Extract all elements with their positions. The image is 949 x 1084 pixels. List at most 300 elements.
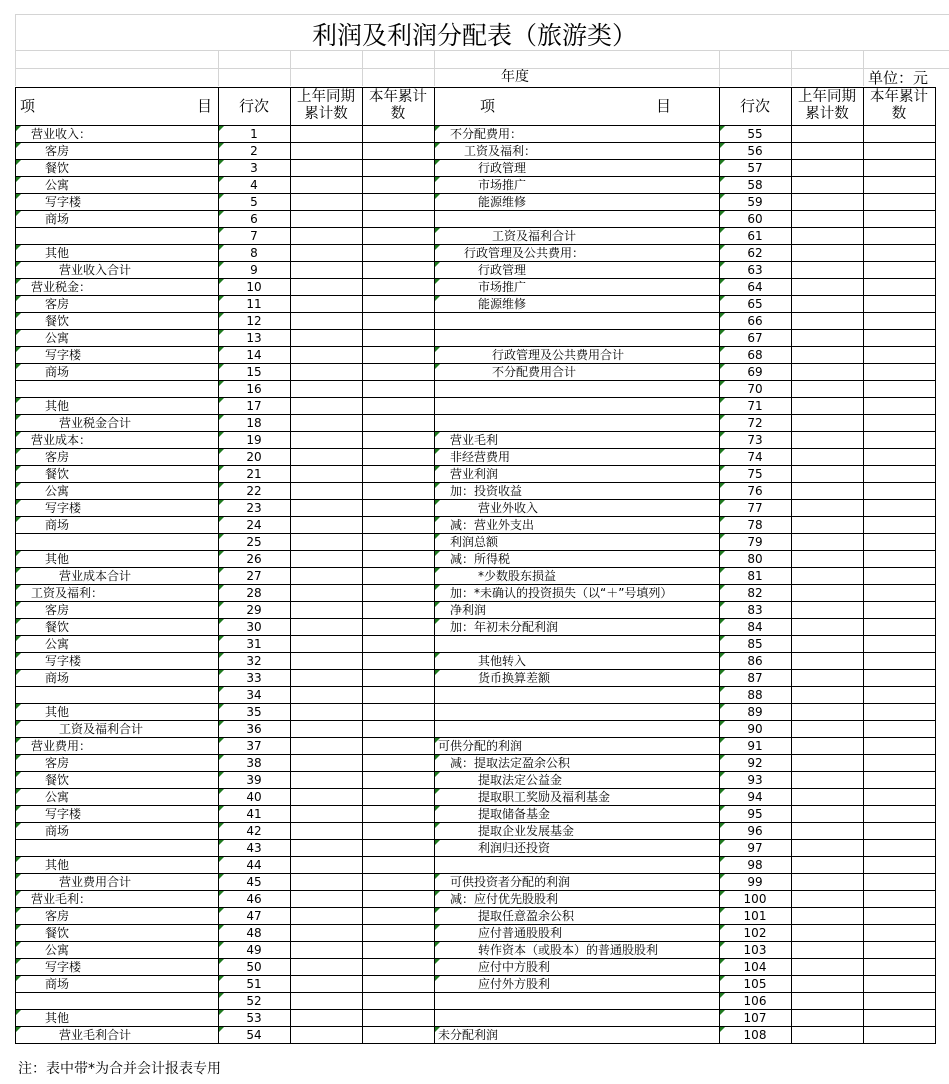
row-border xyxy=(218,618,290,619)
row-border xyxy=(719,550,791,551)
row-border xyxy=(290,839,362,840)
row-label: 其他 xyxy=(45,858,70,872)
row-border xyxy=(863,907,935,908)
format-indicator-icon xyxy=(16,177,21,182)
row-border xyxy=(434,907,719,908)
format-indicator-icon xyxy=(435,279,440,284)
row-label: 营业毛利合计 xyxy=(59,1028,132,1042)
row-border xyxy=(791,788,863,789)
row-border xyxy=(218,227,290,228)
row-border xyxy=(362,431,434,432)
row-border xyxy=(434,159,719,160)
row-border xyxy=(218,176,290,177)
row-border xyxy=(863,210,935,211)
format-indicator-icon xyxy=(16,806,21,811)
row-border xyxy=(863,482,935,483)
row-number: 70 xyxy=(747,382,763,396)
row-border xyxy=(863,346,935,347)
row-border xyxy=(15,584,218,585)
table-border xyxy=(15,125,935,126)
row-label: 市场推广 xyxy=(478,178,527,192)
row-border xyxy=(218,652,290,653)
row-border xyxy=(15,839,218,840)
row-label: 写字楼 xyxy=(45,348,82,362)
row-border xyxy=(15,805,218,806)
row-border xyxy=(719,499,791,500)
row-border xyxy=(791,975,863,976)
row-border xyxy=(362,584,434,585)
row-border xyxy=(434,703,719,704)
row-border xyxy=(434,635,719,636)
row-number: 96 xyxy=(747,824,763,838)
row-border xyxy=(434,278,719,279)
row-border xyxy=(434,567,719,568)
row-border xyxy=(791,210,863,211)
row-number: 45 xyxy=(246,875,262,889)
row-border xyxy=(290,992,362,993)
table-border xyxy=(362,87,363,1044)
row-border xyxy=(362,720,434,721)
format-indicator-icon xyxy=(16,789,21,794)
row-border xyxy=(434,924,719,925)
row-border xyxy=(434,839,719,840)
row-border xyxy=(290,278,362,279)
row-border xyxy=(218,312,290,313)
row-border xyxy=(362,380,434,381)
row-border xyxy=(15,992,218,993)
format-indicator-icon xyxy=(435,823,440,828)
format-indicator-icon xyxy=(16,126,21,131)
row-border xyxy=(362,397,434,398)
row-number: 104 xyxy=(743,960,767,974)
row-label: 客房 xyxy=(45,756,70,770)
row-label: 营业税金： xyxy=(31,280,92,294)
row-border xyxy=(15,1026,218,1027)
row-number: 71 xyxy=(747,399,763,413)
row-border xyxy=(719,992,791,993)
row-border xyxy=(434,329,719,330)
row-border xyxy=(791,346,863,347)
row-border xyxy=(218,1009,290,1010)
row-border xyxy=(863,567,935,568)
row-border xyxy=(863,533,935,534)
row-border xyxy=(719,414,791,415)
row-label: 营业成本： xyxy=(31,433,92,447)
row-label: 商场 xyxy=(45,212,70,226)
row-border xyxy=(290,210,362,211)
row-border xyxy=(863,448,935,449)
row-label: 商场 xyxy=(45,824,70,838)
row-border xyxy=(290,346,362,347)
row-border xyxy=(290,329,362,330)
table-border xyxy=(15,87,935,88)
row-border xyxy=(362,414,434,415)
row-label: 客房 xyxy=(45,909,70,923)
format-indicator-icon xyxy=(435,840,440,845)
row-border xyxy=(15,856,218,857)
row-border xyxy=(434,397,719,398)
format-indicator-icon xyxy=(435,517,440,522)
row-border xyxy=(15,295,218,296)
row-border xyxy=(290,142,362,143)
row-border xyxy=(15,873,218,874)
row-border xyxy=(15,210,218,211)
row-border xyxy=(218,329,290,330)
row-border xyxy=(791,924,863,925)
row-border xyxy=(434,737,719,738)
format-indicator-icon xyxy=(16,449,21,454)
row-label: 减：提取法定盈余公积 xyxy=(450,756,571,770)
row-border xyxy=(290,1043,362,1044)
row-label: 货币换算差额 xyxy=(478,671,551,685)
row-border xyxy=(290,159,362,160)
row-border xyxy=(791,261,863,262)
row-border xyxy=(290,431,362,432)
row-border xyxy=(434,312,719,313)
row-border xyxy=(15,312,218,313)
row-number: 76 xyxy=(747,484,763,498)
row-border xyxy=(791,295,863,296)
row-border xyxy=(290,924,362,925)
format-indicator-icon xyxy=(16,653,21,658)
row-label: 提取企业发展基金 xyxy=(478,824,575,838)
format-indicator-icon xyxy=(16,721,21,726)
format-indicator-icon xyxy=(16,262,21,267)
row-number: 14 xyxy=(246,348,262,362)
row-label: 其他 xyxy=(45,1011,70,1025)
row-border xyxy=(434,363,719,364)
row-number: 91 xyxy=(747,739,763,753)
row-number: 107 xyxy=(743,1011,767,1025)
row-border xyxy=(791,499,863,500)
format-indicator-icon xyxy=(16,194,21,199)
year-label: 年度 xyxy=(501,69,529,85)
row-border xyxy=(15,482,218,483)
row-border xyxy=(719,754,791,755)
row-border xyxy=(719,652,791,653)
header-row-no: 行次 xyxy=(238,97,269,115)
row-label: 营业毛利： xyxy=(31,892,92,906)
header-prev-year-2b: 累计数 xyxy=(805,106,849,122)
row-number: 106 xyxy=(743,994,767,1008)
header-row-no-2: 行次 xyxy=(739,97,770,115)
row-border xyxy=(15,737,218,738)
row-border xyxy=(15,278,218,279)
row-border xyxy=(719,295,791,296)
row-label: 行政管理 xyxy=(478,263,527,277)
row-number: 68 xyxy=(747,348,763,362)
row-border xyxy=(434,142,719,143)
row-border xyxy=(863,669,935,670)
row-border xyxy=(434,550,719,551)
row-border xyxy=(719,805,791,806)
format-indicator-icon xyxy=(435,925,440,930)
row-border xyxy=(290,635,362,636)
format-indicator-icon xyxy=(435,976,440,981)
row-number: 1 xyxy=(250,127,258,141)
row-border xyxy=(434,686,719,687)
row-border xyxy=(362,771,434,772)
row-number: 27 xyxy=(246,569,262,583)
row-border xyxy=(290,754,362,755)
row-border xyxy=(362,227,434,228)
row-border xyxy=(290,227,362,228)
format-indicator-icon xyxy=(16,857,21,862)
row-border xyxy=(362,669,434,670)
row-border xyxy=(434,414,719,415)
row-label: 应付中方股利 xyxy=(478,960,551,974)
row-border xyxy=(719,363,791,364)
row-border xyxy=(290,414,362,415)
format-indicator-icon xyxy=(16,160,21,165)
row-label: 其他 xyxy=(45,246,70,260)
row-border xyxy=(15,261,218,262)
row-border xyxy=(218,363,290,364)
row-border xyxy=(434,1009,719,1010)
row-label: 餐饮 xyxy=(45,620,70,634)
row-number: 54 xyxy=(246,1028,262,1042)
row-border xyxy=(218,516,290,517)
row-border xyxy=(15,788,218,789)
row-border xyxy=(15,380,218,381)
row-border xyxy=(434,1043,719,1044)
format-indicator-icon xyxy=(16,670,21,675)
row-border xyxy=(290,1009,362,1010)
row-border xyxy=(15,720,218,721)
row-number: 35 xyxy=(246,705,262,719)
row-border xyxy=(863,516,935,517)
row-border xyxy=(290,703,362,704)
row-border xyxy=(362,533,434,534)
row-number: 41 xyxy=(246,807,262,821)
row-border xyxy=(15,193,218,194)
format-indicator-icon xyxy=(435,534,440,539)
row-label: 营业费用： xyxy=(31,739,92,753)
row-border xyxy=(863,754,935,755)
row-border xyxy=(791,1009,863,1010)
row-border xyxy=(863,159,935,160)
row-number: 22 xyxy=(246,484,262,498)
row-border xyxy=(290,652,362,653)
format-indicator-icon xyxy=(435,619,440,624)
format-indicator-icon xyxy=(16,143,21,148)
row-border xyxy=(362,1043,434,1044)
row-border xyxy=(791,635,863,636)
row-border xyxy=(362,805,434,806)
row-border xyxy=(218,720,290,721)
row-number: 18 xyxy=(246,416,262,430)
row-border xyxy=(362,652,434,653)
row-border xyxy=(791,584,863,585)
row-number: 50 xyxy=(246,960,262,974)
row-border xyxy=(362,754,434,755)
row-border xyxy=(791,669,863,670)
row-label: 行政管理 xyxy=(478,161,527,175)
row-label: 营业税金合计 xyxy=(59,416,132,430)
row-border xyxy=(719,737,791,738)
format-indicator-icon xyxy=(435,568,440,573)
gridline xyxy=(362,50,363,86)
row-border xyxy=(290,363,362,364)
row-border xyxy=(362,958,434,959)
row-label: 提取储备基金 xyxy=(478,807,551,821)
row-border xyxy=(218,193,290,194)
row-label: 商场 xyxy=(45,671,70,685)
row-label: 写字楼 xyxy=(45,807,82,821)
table-border xyxy=(719,87,720,1044)
format-indicator-icon xyxy=(16,1010,21,1015)
row-border xyxy=(791,686,863,687)
row-number: 4 xyxy=(250,178,258,192)
row-number: 6 xyxy=(250,212,258,226)
row-number: 94 xyxy=(747,790,763,804)
row-border xyxy=(434,482,719,483)
row-border xyxy=(719,873,791,874)
row-border xyxy=(362,992,434,993)
format-indicator-icon xyxy=(435,772,440,777)
row-border xyxy=(15,176,218,177)
row-label: 不分配费用： xyxy=(450,127,523,141)
row-number: 72 xyxy=(747,416,763,430)
row-number: 64 xyxy=(747,280,763,294)
row-border xyxy=(362,142,434,143)
row-border xyxy=(218,924,290,925)
row-border xyxy=(791,1043,863,1044)
row-border xyxy=(719,142,791,143)
row-border xyxy=(218,1026,290,1027)
row-label: 营业外收入 xyxy=(478,501,539,515)
row-border xyxy=(791,465,863,466)
row-border xyxy=(434,431,719,432)
row-border xyxy=(290,907,362,908)
row-border xyxy=(719,244,791,245)
row-border xyxy=(863,261,935,262)
row-border xyxy=(863,278,935,279)
row-border xyxy=(863,873,935,874)
row-number: 85 xyxy=(747,637,763,651)
row-number: 74 xyxy=(747,450,763,464)
row-border xyxy=(362,499,434,500)
row-border xyxy=(218,210,290,211)
row-label: 客房 xyxy=(45,603,70,617)
row-number: 63 xyxy=(747,263,763,277)
row-number: 33 xyxy=(246,671,262,685)
row-border xyxy=(15,703,218,704)
row-number: 58 xyxy=(747,178,763,192)
format-indicator-icon xyxy=(435,126,440,131)
row-border xyxy=(863,635,935,636)
row-border xyxy=(362,516,434,517)
row-number: 65 xyxy=(747,297,763,311)
row-border xyxy=(719,176,791,177)
row-border xyxy=(434,516,719,517)
row-border xyxy=(863,618,935,619)
row-border xyxy=(863,1009,935,1010)
row-border xyxy=(15,329,218,330)
row-border xyxy=(863,431,935,432)
row-border xyxy=(719,839,791,840)
row-border xyxy=(362,975,434,976)
row-label: 餐饮 xyxy=(45,314,70,328)
row-border xyxy=(791,193,863,194)
row-border xyxy=(791,771,863,772)
row-border xyxy=(362,159,434,160)
row-border xyxy=(218,907,290,908)
row-label: 公寓 xyxy=(45,331,70,345)
row-border xyxy=(719,788,791,789)
row-border xyxy=(863,703,935,704)
row-border xyxy=(791,176,863,177)
format-indicator-icon xyxy=(16,959,21,964)
row-label: 提取任意盈余公积 xyxy=(478,909,575,923)
row-border xyxy=(290,975,362,976)
row-label: 转作资本（或股本）的普通股股利 xyxy=(478,943,659,957)
row-border xyxy=(719,465,791,466)
format-indicator-icon xyxy=(435,160,440,165)
format-indicator-icon xyxy=(435,245,440,250)
row-label: 加：年初未分配利润 xyxy=(450,620,559,634)
row-border xyxy=(15,516,218,517)
row-border xyxy=(15,975,218,976)
row-border xyxy=(434,448,719,449)
row-number: 59 xyxy=(747,195,763,209)
row-border xyxy=(218,975,290,976)
row-number: 44 xyxy=(246,858,262,872)
row-border xyxy=(218,958,290,959)
row-label: 其他转入 xyxy=(478,654,527,668)
row-border xyxy=(719,312,791,313)
row-border xyxy=(791,482,863,483)
row-border xyxy=(863,720,935,721)
format-indicator-icon xyxy=(16,772,21,777)
row-number: 77 xyxy=(747,501,763,515)
row-border xyxy=(218,1043,290,1044)
format-indicator-icon xyxy=(16,551,21,556)
row-border xyxy=(218,856,290,857)
row-number: 89 xyxy=(747,705,763,719)
gridline xyxy=(719,50,720,86)
row-number: 2 xyxy=(250,144,258,158)
row-border xyxy=(863,1026,935,1027)
row-number: 3 xyxy=(250,161,258,175)
row-number: 19 xyxy=(246,433,262,447)
row-label: 减：所得税 xyxy=(450,552,511,566)
row-border xyxy=(791,448,863,449)
row-border xyxy=(863,771,935,772)
format-indicator-icon xyxy=(16,398,21,403)
row-border xyxy=(719,941,791,942)
row-number: 31 xyxy=(246,637,262,651)
row-border xyxy=(719,669,791,670)
format-indicator-icon xyxy=(16,908,21,913)
row-border xyxy=(290,856,362,857)
row-border xyxy=(15,363,218,364)
row-label: 写字楼 xyxy=(45,501,82,515)
row-number: 81 xyxy=(747,569,763,583)
row-number: 7 xyxy=(250,229,258,243)
row-border xyxy=(290,176,362,177)
row-number: 21 xyxy=(246,467,262,481)
table-border xyxy=(434,87,435,1044)
row-number: 95 xyxy=(747,807,763,821)
row-border xyxy=(719,533,791,534)
format-indicator-icon xyxy=(16,296,21,301)
format-indicator-icon xyxy=(435,296,440,301)
row-label: 餐饮 xyxy=(45,773,70,787)
row-border xyxy=(791,907,863,908)
row-border xyxy=(791,244,863,245)
format-indicator-icon xyxy=(16,466,21,471)
